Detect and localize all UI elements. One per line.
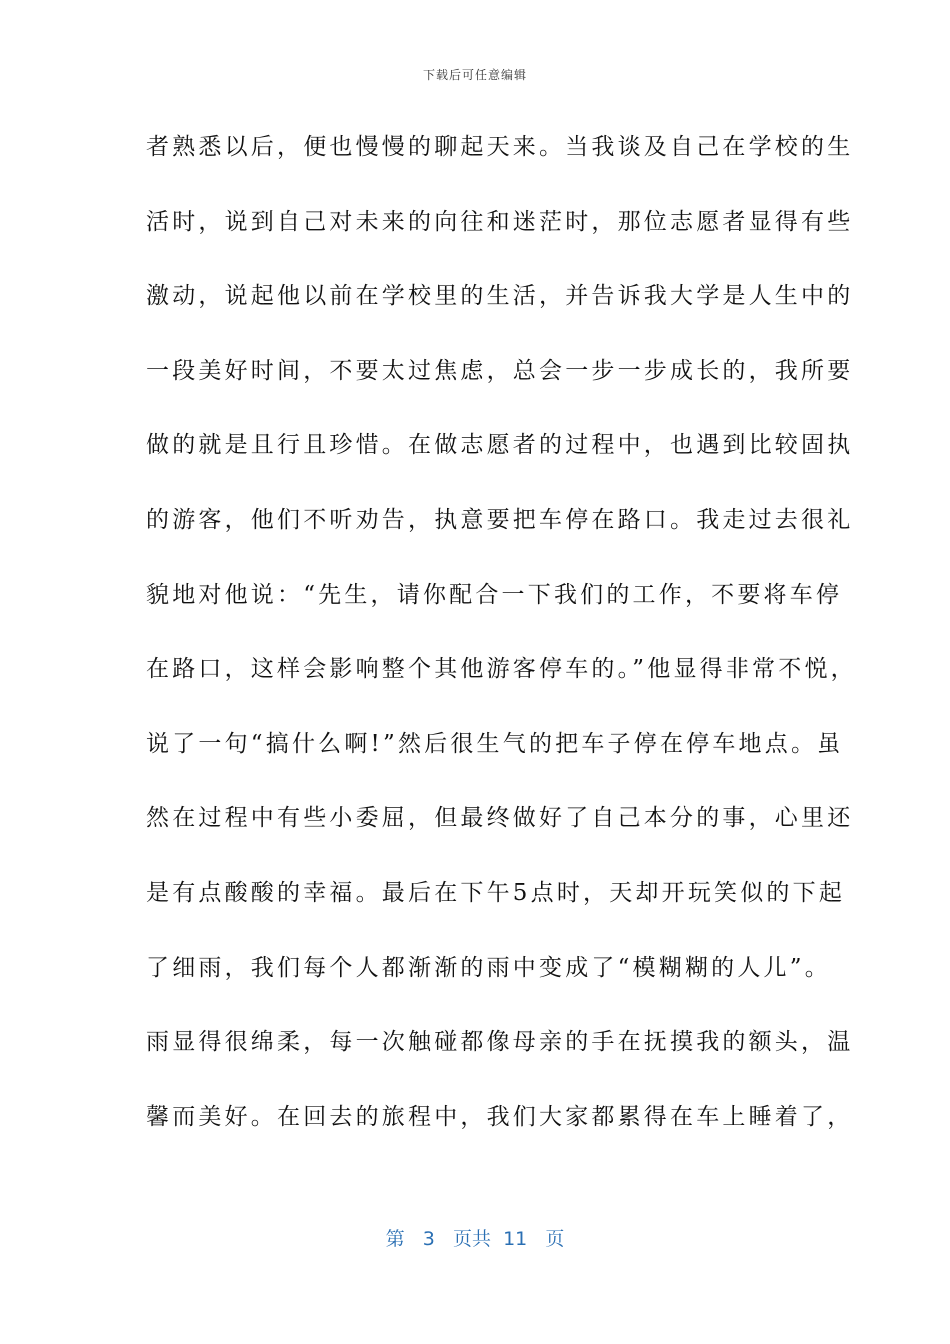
footer-prefix: 第	[385, 1228, 405, 1250]
page-header: 下载后可任意编辑	[422, 68, 527, 82]
text-line: 貌地对他说：“先生，请你配合一下我们的工作，不要将车停	[146, 581, 843, 608]
text-line: 者熟悉以后，便也慢慢的聊起天来。当我谈及自己在学校的生	[146, 134, 854, 160]
text-line: 说了一句“搞什么啊!”然后很生气的把车子停在停车地点。虽	[146, 730, 844, 757]
text-line: 做的就是且行且珍惜。在做志愿者的过程中，也遇到比较固执	[146, 432, 854, 459]
text-line: 一段美好时间，不要太过焦虑，总会一步一步成长的，我所要	[146, 357, 854, 384]
text-line: 的游客，他们不听劝告，执意要把车停在路口。我走过去很礼	[146, 506, 854, 533]
text-line: 活时，说到自己对未来的向往和迷茫时，那位志愿者显得有些	[146, 208, 854, 235]
text-line: 馨而美好。在回去的旅程中，我们大家都累得在车上睡着了，	[146, 1103, 854, 1130]
current-page-number: 3	[422, 1228, 435, 1250]
text-line: 是有点酸酸的幸福。最后在下午5点时，天却开玩笑似的下起	[146, 879, 846, 906]
footer-middle: 页共	[452, 1228, 491, 1250]
text-line: 了细雨，我们每个人都渐渐的雨中变成了“模糊糊的人儿”。	[146, 954, 831, 981]
footer-suffix: 页	[545, 1228, 565, 1250]
page-footer	[0, 1224, 950, 1251]
text-line: 雨显得很绵柔，每一次触碰都像母亲的手在抚摸我的额头，温	[146, 1029, 854, 1056]
text-line: 然在过程中有些小委屈，但最终做好了自己本分的事，心里还	[146, 805, 854, 832]
text-line: 激动，说起他以前在学校里的生活，并告诉我大学是人生中的	[146, 283, 854, 310]
total-pages-number: 11	[503, 1228, 528, 1250]
text-line: 在路口，这样会影响整个其他游客停车的。”他显得非常不悦，	[146, 656, 857, 683]
document-body	[146, 122, 857, 1166]
